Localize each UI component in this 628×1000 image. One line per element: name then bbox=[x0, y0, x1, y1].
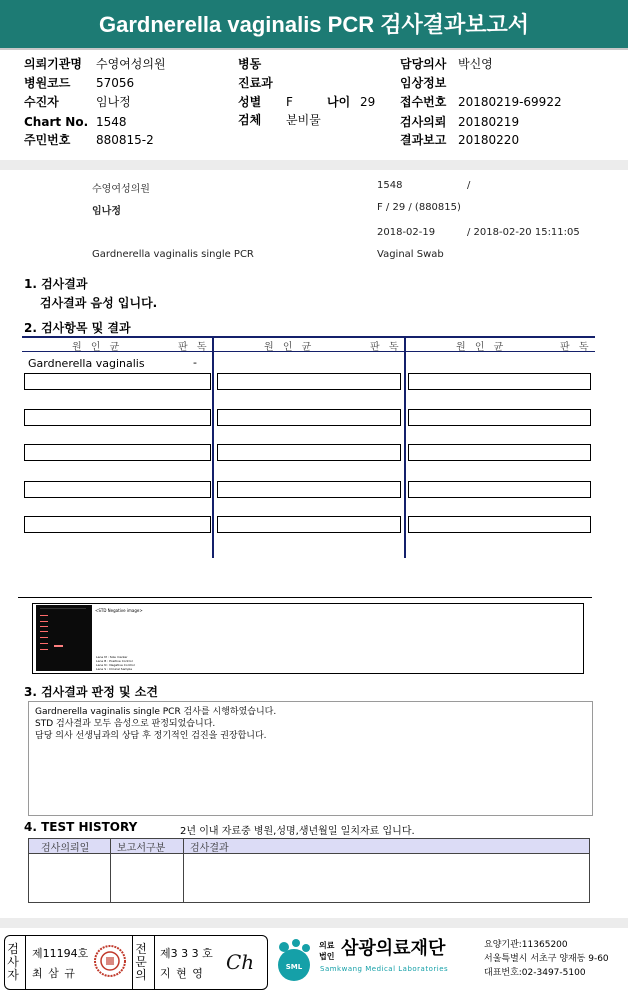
hospital-label: 의뢰기관명 bbox=[24, 57, 82, 71]
doctor-label: 담당의사 bbox=[400, 57, 447, 71]
opinion-line: STD 검사결과 모두 음성으로 판정되었습니다. bbox=[35, 719, 216, 729]
history-col-report-type: 보고서구분 bbox=[117, 843, 166, 854]
chart-no-label: Chart No. bbox=[24, 115, 89, 129]
result-box bbox=[217, 373, 401, 390]
result-box bbox=[408, 373, 591, 390]
section-1-result-text: 검사결과 음성 입니다. bbox=[40, 296, 158, 310]
report-title: Gardnerella vaginalis PCR 검사결과보고서 bbox=[99, 12, 529, 37]
org-name: 삼광의료재단 bbox=[341, 938, 446, 959]
opinion-line: Gardnerella vaginalis single PCR 검사를 시행하였습니다. bbox=[35, 707, 277, 717]
inspector-label: 검 사 자 bbox=[7, 942, 19, 982]
col-header-judge-2: 판 독 bbox=[370, 342, 402, 353]
history-col-divider bbox=[183, 838, 184, 903]
ward-label: 병동 bbox=[238, 57, 262, 71]
result-box bbox=[408, 481, 591, 498]
patient-value: 임나정 bbox=[96, 95, 131, 109]
reviewer-signature: Ch bbox=[226, 950, 255, 974]
report-date-value: 20180220 bbox=[458, 133, 520, 147]
patient-label: 수진자 bbox=[24, 95, 59, 109]
summary-chart: 1548 bbox=[377, 180, 403, 191]
stamp-divider bbox=[132, 935, 133, 990]
result-box bbox=[408, 444, 591, 461]
org-prefix: 의료 법인 bbox=[319, 941, 335, 961]
result-box bbox=[217, 481, 401, 498]
opinion-text bbox=[35, 706, 276, 742]
section-2-heading: 2. 검사항목 및 결과 bbox=[24, 321, 131, 335]
summary-hospital: 수영여성의원 bbox=[92, 184, 150, 195]
history-col-request-date: 검사의뢰일 bbox=[41, 843, 90, 854]
hospital-code-value: 57056 bbox=[96, 76, 135, 90]
history-body bbox=[28, 854, 590, 903]
doctor-value: 박신영 bbox=[458, 57, 493, 71]
summary-patient: 임나정 bbox=[92, 206, 121, 217]
col-header-cause-1: 원 인 균 bbox=[72, 342, 123, 353]
gel-caption: <STD Negative image> bbox=[95, 608, 143, 613]
gel-image bbox=[36, 605, 92, 671]
result-row-1-organism: Gardnerella vaginalis bbox=[28, 357, 145, 370]
summary-date-reported: / 2018-02-20 15:11:05 bbox=[467, 227, 580, 238]
resident-no-value: 880815-2 bbox=[96, 133, 154, 147]
reviewer-label: 전 문 의 bbox=[135, 942, 147, 982]
result-box bbox=[217, 516, 401, 533]
receipt-no-label: 접수번호 bbox=[400, 95, 447, 109]
org-english-name: Samkwang Medical Laboratories bbox=[320, 965, 449, 973]
summary-sex-age: F / 29 / (880815) bbox=[377, 202, 461, 213]
result-box bbox=[217, 444, 401, 461]
inspector-license-no: 제11194호 bbox=[32, 947, 89, 960]
reviewer-name: 지 현 영 bbox=[160, 967, 204, 980]
sml-logo-text: SML bbox=[285, 963, 303, 971]
col-header-judge-1: 판 독 bbox=[178, 342, 210, 353]
result-row-1-value: - bbox=[193, 356, 197, 369]
col-header-cause-3: 원 인 균 bbox=[456, 342, 507, 353]
reviewer-license-no: 제3 3 3 호 bbox=[160, 947, 213, 960]
result-box bbox=[24, 481, 211, 498]
gel-legend-item: Lane B : Positive Control bbox=[96, 659, 133, 663]
hospital-code-label: 병원코드 bbox=[24, 76, 71, 90]
history-col-result: 검사결과 bbox=[190, 843, 229, 854]
table-col-divider-1 bbox=[212, 336, 214, 558]
specimen-value: 분비물 bbox=[286, 113, 321, 127]
org-address: 서울특별시 서초구 양재동 9-60 bbox=[484, 954, 609, 964]
result-box bbox=[24, 373, 211, 390]
clinical-info-label: 임상정보 bbox=[400, 76, 447, 90]
section-3-heading: 3. 검사결과 판정 및 소견 bbox=[24, 685, 158, 699]
department-label: 진료과 bbox=[238, 76, 273, 90]
resident-no-label: 주민번호 bbox=[24, 133, 71, 147]
gel-legend-item: Lane M : Size marker bbox=[96, 655, 128, 659]
inspector-seal-icon bbox=[93, 944, 127, 978]
chart-no-value: 1548 bbox=[96, 115, 127, 129]
result-box bbox=[24, 409, 211, 426]
org-contact bbox=[484, 938, 609, 980]
request-date-value: 20180219 bbox=[458, 115, 520, 129]
result-box bbox=[24, 444, 211, 461]
result-box bbox=[24, 516, 211, 533]
gel-legend bbox=[96, 655, 135, 671]
footer-separator bbox=[0, 918, 628, 928]
age-value: 29 bbox=[360, 95, 376, 109]
col-header-judge-3: 판 독 bbox=[560, 342, 592, 353]
summary-test-name: Gardnerella vaginalis single PCR bbox=[92, 249, 254, 260]
history-header-row bbox=[28, 838, 590, 854]
summary-date-received: 2018-02-19 bbox=[377, 227, 436, 238]
gel-top-rule bbox=[18, 597, 592, 598]
sex-label: 성별 bbox=[238, 95, 262, 109]
report-date-label: 결과보고 bbox=[400, 133, 447, 147]
history-col-divider bbox=[110, 838, 111, 903]
section-1-heading: 1. 검사결과 bbox=[24, 277, 88, 291]
history-note: 2년 이내 자료중 병원,성명,생년월일 일치자료 입니다. bbox=[180, 826, 415, 837]
sml-logo-icon bbox=[272, 938, 316, 982]
summary-specimen: Vaginal Swab bbox=[377, 249, 444, 260]
summary-chart-slash: / bbox=[467, 180, 471, 191]
col-header-cause-2: 원 인 균 bbox=[264, 342, 315, 353]
age-label: 나이 bbox=[327, 95, 351, 109]
gel-legend-item: Lane N : Negative Control bbox=[96, 663, 135, 667]
header-separator bbox=[0, 160, 628, 170]
opinion-line: 담당 의사 선생님과의 상담 후 정기적인 검진을 권장합니다. bbox=[35, 731, 267, 741]
hospital-value: 수영여성의원 bbox=[96, 57, 166, 71]
receipt-no-value: 20180219-69922 bbox=[458, 95, 562, 109]
inspector-name: 최 삼 규 bbox=[32, 967, 76, 980]
specimen-label: 검체 bbox=[238, 113, 262, 127]
result-box bbox=[408, 409, 591, 426]
result-box bbox=[408, 516, 591, 533]
sex-value: F bbox=[286, 95, 293, 109]
table-col-divider-2 bbox=[404, 336, 406, 558]
stamp-divider bbox=[154, 935, 155, 990]
stamp-divider bbox=[25, 935, 26, 990]
org-code: 요양기관:11365200 bbox=[484, 940, 568, 950]
result-box bbox=[217, 409, 401, 426]
gel-legend-item: Lane S : Clinical Sample bbox=[96, 667, 133, 671]
section-4-heading: 4. TEST HISTORY bbox=[24, 820, 138, 834]
org-phone: 대표번호:02-3497-5100 bbox=[484, 968, 586, 978]
request-date-label: 검사의뢰 bbox=[400, 115, 447, 129]
